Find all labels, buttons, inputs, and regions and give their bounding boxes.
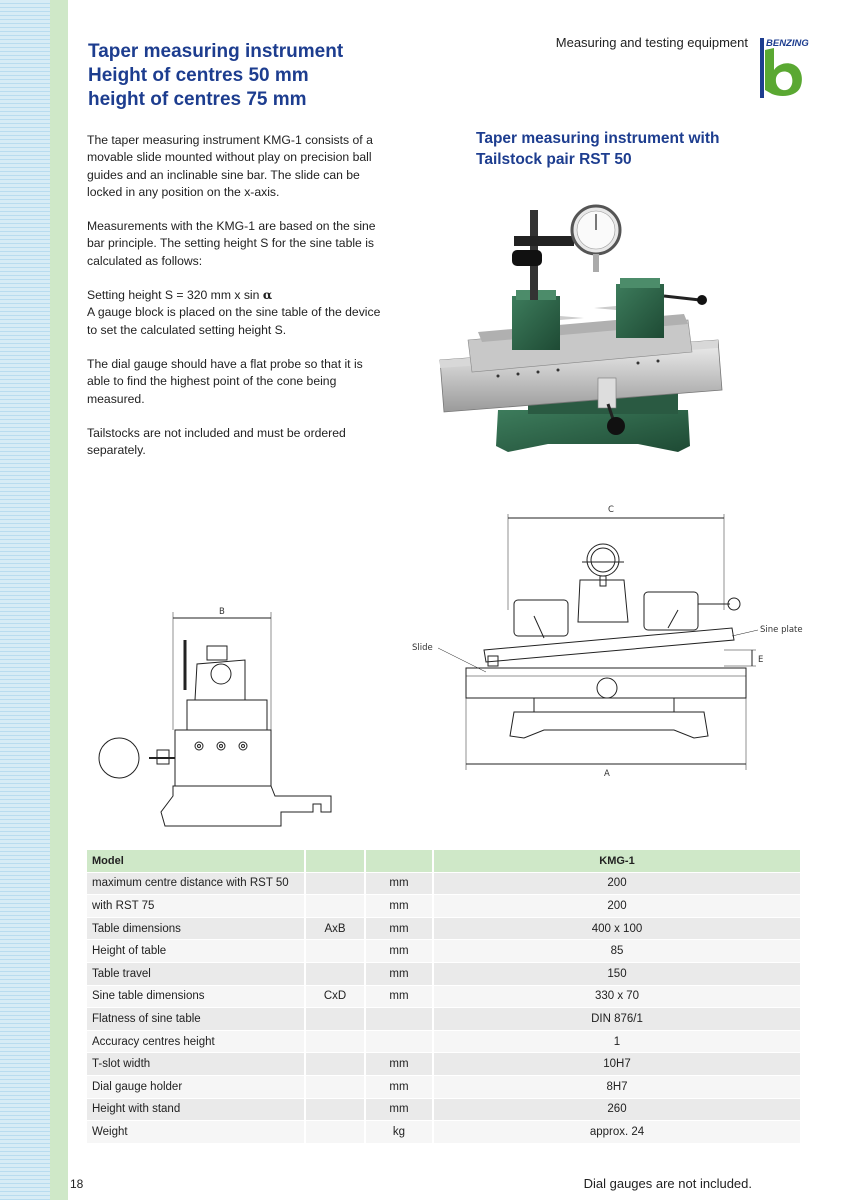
page-sidebar-green-band — [50, 0, 68, 1200]
row-value: 260 — [434, 1099, 800, 1122]
row-unit: mm — [366, 1053, 434, 1076]
row-dimension — [306, 1076, 366, 1099]
row-unit: mm — [366, 940, 434, 963]
row-unit: mm — [366, 963, 434, 986]
row-dimension — [306, 963, 366, 986]
row-label: maximum centre distance with RST 50 — [87, 873, 306, 896]
row-dimension — [306, 1031, 366, 1054]
label-sine-plate: Sine plate — [760, 625, 803, 635]
table-row — [87, 895, 800, 918]
description-paragraph-5: Tailstocks are not included and must be ordered separately. — [87, 425, 346, 458]
row-label: Table travel — [87, 963, 306, 986]
row-unit: mm — [366, 986, 434, 1009]
row-unit: mm — [366, 873, 434, 896]
row-value: 200 — [434, 895, 800, 918]
dimension-label-e: E — [758, 655, 764, 665]
logo-text: BENZING — [766, 38, 809, 49]
specifications-table — [87, 850, 800, 1144]
table-row — [87, 1099, 800, 1122]
row-unit: mm — [366, 918, 434, 941]
description-paragraph-4: The dial gauge should have a flat probe so that it is able to find the highest point of the cone being measured. — [87, 356, 363, 406]
table-row — [87, 1031, 800, 1054]
front-view-diagram — [404, 500, 804, 790]
table-row — [87, 1008, 800, 1031]
label-slide: Slide — [412, 643, 433, 653]
dimension-label-c: C — [608, 505, 614, 515]
footer-note: Dial gauges are not included. — [583, 1176, 752, 1191]
row-dimension — [306, 940, 366, 963]
row-value: 150 — [434, 963, 800, 986]
row-dimension — [306, 895, 366, 918]
row-dimension — [306, 873, 366, 896]
photo-title-line-1: Taper measuring instrument with — [476, 130, 720, 147]
benzing-logo — [752, 36, 824, 100]
row-dimension — [306, 1099, 366, 1122]
table-row — [87, 1121, 800, 1144]
dimension-label-a: A — [604, 769, 610, 779]
row-value: 85 — [434, 940, 800, 963]
description-text — [87, 132, 387, 476]
table-row — [87, 963, 800, 986]
row-label: Sine table dimensions — [87, 986, 306, 1009]
table-header-row — [87, 850, 800, 873]
side-view-diagram — [95, 600, 340, 840]
table-row — [87, 986, 800, 1009]
row-unit: mm — [366, 1076, 434, 1099]
row-value: approx. 24 — [434, 1121, 800, 1144]
row-dimension — [306, 1008, 366, 1031]
row-dimension — [306, 1121, 366, 1144]
header-model: Model — [87, 850, 306, 873]
header-dimension — [306, 850, 366, 873]
row-unit: mm — [366, 895, 434, 918]
row-unit: kg — [366, 1121, 434, 1144]
setting-height-formula: Setting height S = 320 mm x sin — [87, 288, 260, 303]
title-line-2: Height of centres 50 mm — [88, 65, 309, 86]
table-row — [87, 1076, 800, 1099]
row-dimension — [306, 1053, 366, 1076]
alpha-symbol: α — [262, 288, 273, 303]
gauge-block-text: A gauge block is placed on the sine table of the device to set the calculated setting height S. — [87, 305, 381, 337]
row-value: 1 — [434, 1031, 800, 1054]
row-value: 200 — [434, 873, 800, 896]
row-label: Table dimensions — [87, 918, 306, 941]
row-value: 400 x 100 — [434, 918, 800, 941]
description-paragraph-3 — [87, 287, 387, 339]
page-title — [88, 40, 448, 112]
row-label: Height of table — [87, 940, 306, 963]
row-unit — [366, 1031, 434, 1054]
table-row — [87, 1053, 800, 1076]
row-value: 8H7 — [434, 1076, 800, 1099]
photo-title-line-2: Tailstock pair RST 50 — [476, 151, 632, 168]
table-row — [87, 918, 800, 941]
table-row — [87, 940, 800, 963]
header-unit — [366, 850, 434, 873]
description-paragraph-2: Measurements with the KMG-1 are based on the sine bar principle. The setting height S for the sine table is calculated as follows: — [87, 219, 376, 268]
row-label: Accuracy centres height — [87, 1031, 306, 1054]
row-dimension: CxD — [306, 986, 366, 1009]
product-photo — [438, 200, 738, 462]
row-value: 330 x 70 — [434, 986, 800, 1009]
row-value: 10H7 — [434, 1053, 800, 1076]
row-label: Dial gauge holder — [87, 1076, 306, 1099]
table-row — [87, 873, 800, 896]
row-label: with RST 75 — [87, 895, 306, 918]
photo-title — [476, 128, 776, 170]
row-value: DIN 876/1 — [434, 1008, 800, 1031]
row-label: Flatness of sine table — [87, 1008, 306, 1031]
section-header: Measuring and testing equipment — [555, 35, 748, 50]
page-number: 18 — [70, 1177, 84, 1191]
title-line-1: Taper measuring instrument — [88, 41, 344, 62]
dimension-label-b: B — [219, 607, 225, 617]
row-dimension: AxB — [306, 918, 366, 941]
header-model-value: KMG-1 — [434, 850, 800, 873]
row-label: Height with stand — [87, 1099, 306, 1122]
title-line-3: height of centres 75 mm — [88, 89, 307, 110]
row-label: T-slot width — [87, 1053, 306, 1076]
description-paragraph-1: The taper measuring instrument KMG-1 consists of a movable slide mounted without play on precision ball guides and an inclinable sine bar. The slide can be locked in any position on the x-axis. — [87, 133, 373, 199]
row-label: Weight — [87, 1121, 306, 1144]
row-unit: mm — [366, 1099, 434, 1122]
row-unit — [366, 1008, 434, 1031]
